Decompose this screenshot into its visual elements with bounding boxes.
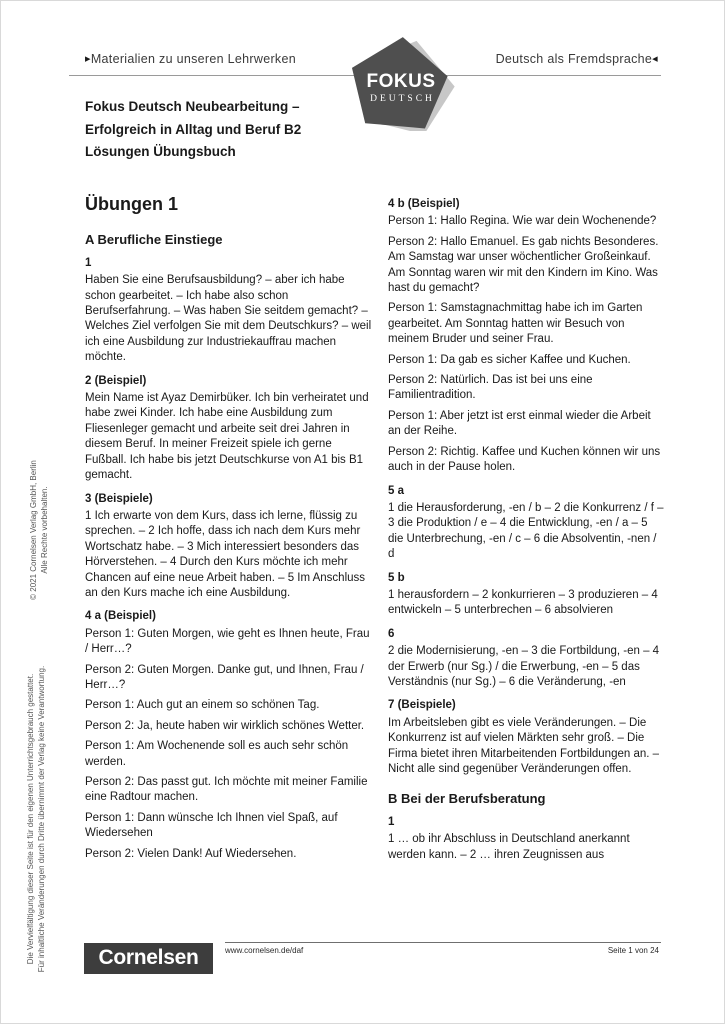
notice-line-1: Die Vervielfältigung dieser Seite ist für den eigenen Unterrichtsgebrauch gestattet. [26,673,35,965]
document-title [85,96,301,164]
exercise-label: 4 b (Beispiel) [388,198,460,210]
cornelsen-logo: Cornelsen [84,943,213,974]
answer-paragraph: Person 1: Am Wochenende soll es auch sehr schön werden. [85,740,349,768]
answer-paragraph: 1 herausfordern – 2 konkurrieren – 3 produzieren – 4 entwickeln – 5 unterbrechen – 6 absolvieren [388,588,658,617]
section-heading: A Berufliche Einstiege [85,232,223,248]
logo-line-deutsch: DEUTSCH [370,94,435,104]
exercises-heading: Übungen 1 [85,194,178,214]
answer-paragraph: Person 2: Guten Morgen. Danke gut, und Ihnen, Frau / Herr…? [85,663,364,691]
answer-paragraph: Person 1: Dann wünsche Ich Ihnen viel Spaß, auf Wiedersehen [85,811,338,840]
nav-link-daf[interactable] [496,52,658,66]
answer-paragraph: 1 Ich erwarte von dem Kurs, dass ich lerne, flüssig zu sprechen. – 2 Ich hoffe, dass ich nach dem Kurs mehr Wortschatz habe. – 3 Mich interessiert besonders das Hörverstehen. – 4 Durch den Kurs möchte ich mehr Chancen auf eine neue Arbeit haben. – 5 Im Anschluss an den Kurs mache ich eine Ausbildung. [85,509,366,599]
answer-paragraph: Person 1: Auch gut an einem so schönen Tag. [85,699,320,712]
right-column-blocks [388,197,666,863]
answer-paragraph: Person 1: Da gab es sicher Kaffee und Kuchen. [388,353,631,366]
exercise-label: 6 [388,627,395,640]
nav-link-daf-label: Deutsch als Fremdsprache [495,52,653,66]
exercise-label: 1 [85,256,92,269]
answer-paragraph: Person 1: Samstagnachmittag habe ich im Garten gearbeitet. Am Sonntag hatten wir Besuch von meinem Bruder und seiner Frau. [388,302,643,346]
exercise-label: 1 [388,815,395,828]
answer-paragraph: Im Arbeitsleben gibt es viele Veränderungen. – Die Konkurrenz ist auf vielen Märkten sehr groß. – Die Firma bietet ihren Mitarbeitenden Fortbildungen an. – Nicht alle sind gegenüber Veränderungen offen. [388,716,660,775]
exercise-label: 5 a [388,484,404,497]
answer-paragraph: Person 2: Vielen Dank! Auf Wiedersehen. [85,847,297,860]
answer-paragraph: Person 1: Hallo Regina. Wie war dein Wochenende? [388,215,657,228]
section-heading: B Bei der Berufsberatung [388,791,546,807]
fokus-deutsch-logo [345,35,457,131]
footer-url-link[interactable]: www.cornelsen.de/daf [225,946,304,955]
title-line-1: Fokus Deutsch Neubearbeitung – [85,99,300,114]
exercise-label: 2 (Beispiel) [85,374,147,387]
left-column-blocks [85,232,375,862]
copyright-line-2: Alle Rechte vorbehalten. [39,486,49,574]
nav-link-lehrwerke-label: Materialien zu unseren Lehrwerken [90,52,296,66]
nav-link-lehrwerke[interactable] [85,52,296,66]
answer-paragraph: Person 1: Guten Morgen, wie geht es Ihnen heute, Frau / Herr…? [85,627,370,656]
page-number: Seite 1 von 24 [607,946,659,955]
arrow-right-icon: ▸ [85,53,91,65]
notice-line-2: Für inhaltliche Veränderungen durch Dritte übernimmt der Verlag keine Verantwortung. [36,665,46,973]
arrow-left-icon: ◂ [652,53,658,65]
answer-paragraph: Person 2: Hallo Emanuel. Es gab nichts Besonderes. Am Samstag war unser wöchentlicher Großeinkauf. Am Sonntag waren wir mit den Kindern im Kino. Was hast du gemacht? [388,235,659,295]
exercise-label: 5 b [388,571,405,584]
answer-paragraph: Person 2: Ja, heute haben wir wirklich schönes Wetter. [85,719,365,732]
answer-paragraph: Person 2: Das passt gut. Ich möchte mit meiner Familie eine Radtour machen. [85,776,368,804]
answer-paragraph: 1 die Herausforderung, -en / b – 2 die Konkurrenz / f – 3 die Produktion / e – 4 die Entwicklung, -en / a – 5 die Unterbrechung, -en / c – 6 die Absolventin, -nen / d [388,501,664,561]
footer-divider [225,942,661,943]
exercise-label: 7 (Beispiele) [388,699,456,712]
answer-paragraph: 1 … ob ihr Abschluss in Deutschland anerkannt werden kann. – 2 … ihren Zeugnissen aus [388,833,630,861]
answer-paragraph: Haben Sie eine Berufsausbildung? – aber ich habe schon gearbeitet. – Ich habe also schon Berufserfahrung. – Was haben Sie seitdem gemacht? – Welches Ziel verfolgen Sie mit dem Deutschkurs? – weil ich eine Ausbildung zur Industriekauffrau machen möchte. [85,274,372,364]
left-column [85,189,375,867]
answer-paragraph: Person 1: Aber jetzt ist erst einmal wieder die Arbeit an der Reihe. [388,409,651,438]
title-line-3: Lösungen Übungsbuch [85,144,236,159]
answer-paragraph: Person 2: Richtig. Kaffee und Kuchen können wir uns auch in der Pause holen. [388,445,661,474]
logo-line-fokus: FOKUS [366,71,436,92]
title-line-2: Erfolgreich in Alltag und Beruf B2 [85,121,302,137]
answer-paragraph: Mein Name ist Ayaz Demirbüker. Ich bin verheiratet und habe zwei Kinder. Ich habe eine Ausbildung zum Fliesenleger gemacht und arbeite seit drei Jahren in diesem Beruf. In meiner Freizeit spiele ich gerne Fußball. Ich habe bis jetzt Deutschkurse von A1 bis B1 gemacht. [85,392,369,482]
pentagon-logo-graphic [345,35,457,131]
copyright-line-1: © 2021 Cornelsen Verlag GmbH, Berlin [29,460,38,600]
answer-paragraph: Person 2: Natürlich. Das ist bei uns eine Familientradition. [388,374,593,402]
exercise-label: 3 (Beispiele) [85,492,153,505]
sidebar-copyright [29,421,50,639]
answer-paragraph: 2 die Modernisierung, -en – 3 die Fortbildung, -en – 4 der Erwerb (nur Sg.) / die Erwerbung, -en – 5 das Verständnis (nur Sg.) – 6 die Veränderung, -en [388,645,660,688]
exercise-label: 4 a (Beispiel) [85,610,156,623]
sidebar-usage-notice [26,653,47,985]
right-column [388,189,666,868]
